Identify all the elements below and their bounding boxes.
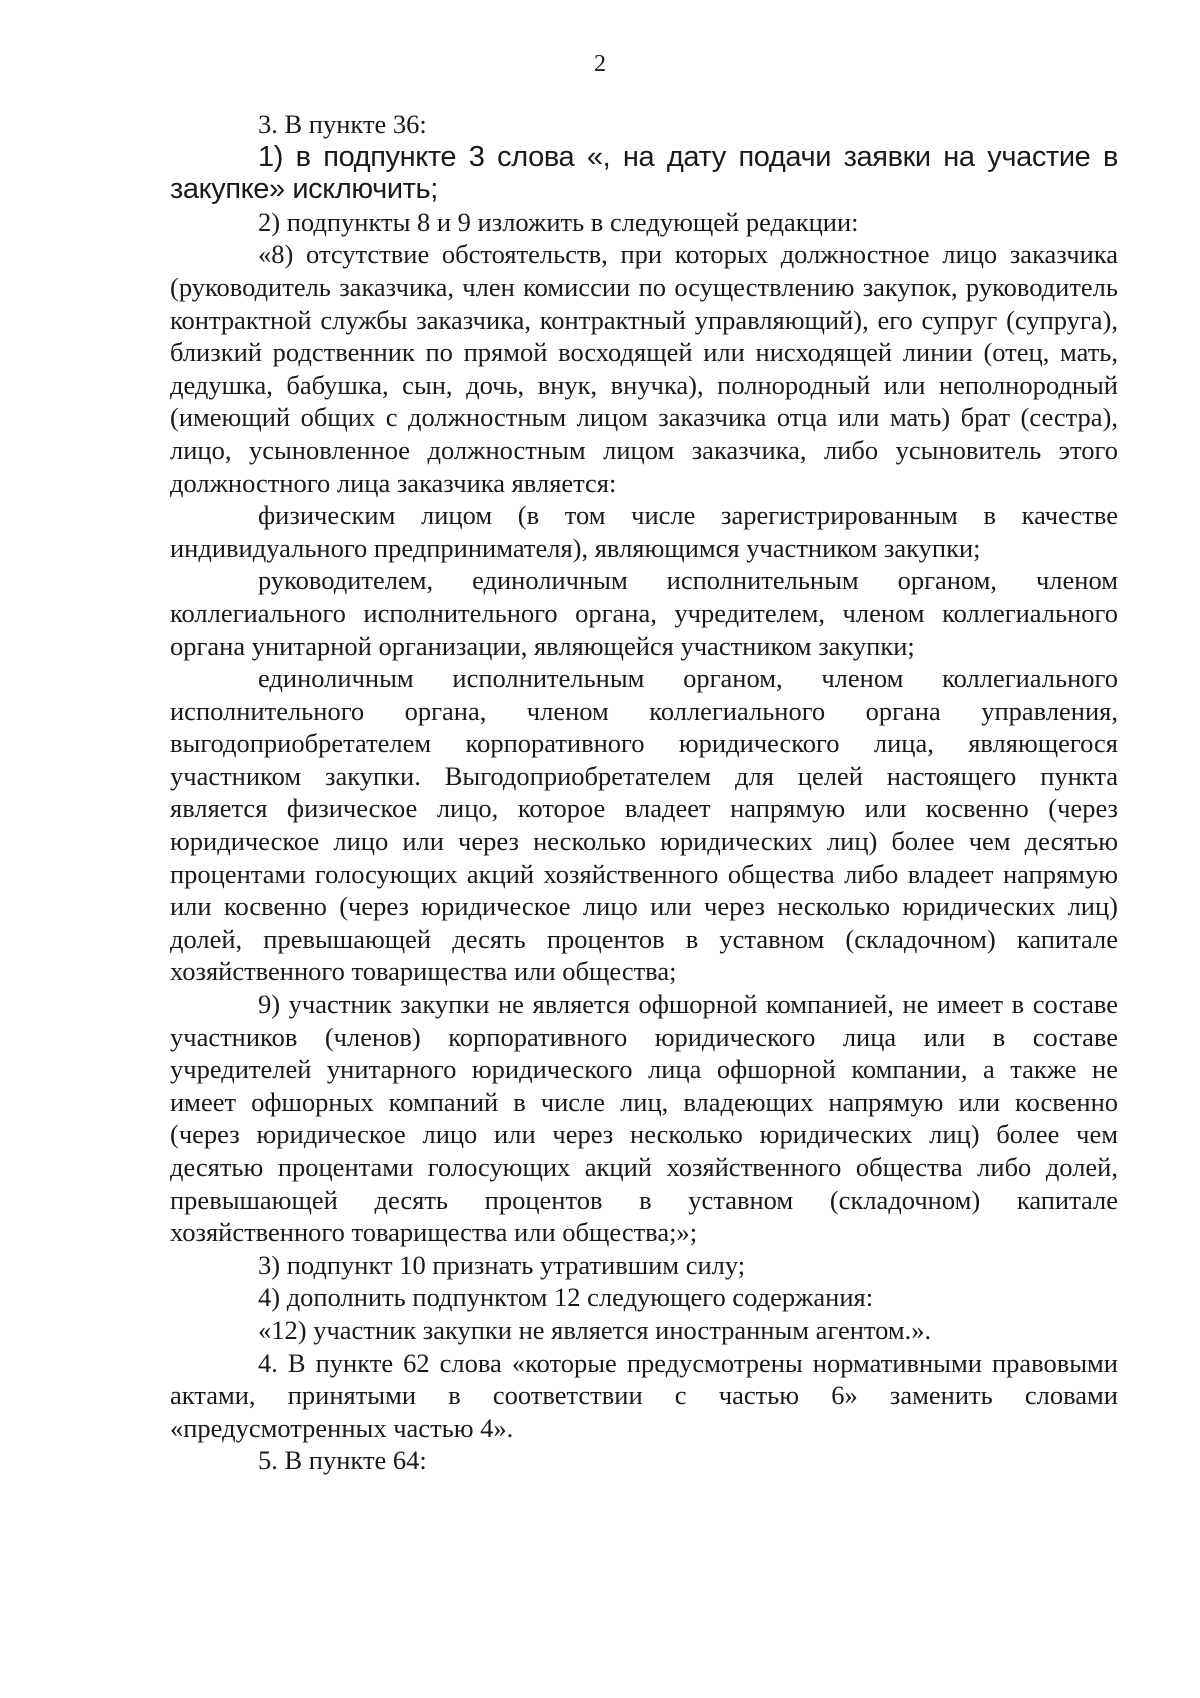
- paragraph-manager: руководителем, единоличным исполнительным органом, членом коллегиального исполнительного органа, учредителем, членом коллегиального органа унитарной организации, являющейся участником закупки;: [170, 565, 1118, 661]
- paragraph-subitem-2: 2) подпункты 8 и 9 изложить в следующей редакции:: [258, 206, 859, 237]
- paragraph-natural-person: физическим лицом (в том числе зарегистрированным в качестве индивидуального предпринимателя), являющимся участником закупки;: [170, 500, 1118, 563]
- paragraph-item-4: 4. В пункте 62 слова «которые предусмотрены нормативными правовыми актами, принятыми в соответствии с частью 6» заменить словами «предусмотренных частью 4».: [170, 1347, 1118, 1443]
- paragraph-subitem-1: 1) в подпункте 3 слова «, на дату подачи заявки на участие в закупке» исключить;: [170, 140, 1118, 206]
- paragraph-subitem-12: «12) участник закупки не является иностранным агентом.».: [258, 1314, 932, 1345]
- paragraph-subitem-4: 4) дополнить подпунктом 12 следующего содержания:: [258, 1282, 874, 1313]
- paragraph-subitem-9: 9) участник закупки не является офшорной компанией, не имеет в составе участников (членов) корпоративного юридического лица или в составе учредителей унитарного юридического лица офшорной компании, а также не имеет офшорных компаний в числе лиц, владеющих напрямую или косвенно (через юридическое лицо или через несколько юридических лиц) более чем десятью процентами голосующих акций хозяйственного общества либо долей, превышающей десять процентов в уставном (складочном) капитале хозяйственного товарищества или общества;»;: [170, 989, 1118, 1248]
- paragraph-item-5-heading: 5. В пункте 64:: [258, 1445, 427, 1476]
- paragraph-subitem-3: 3) подпункт 10 признать утратившим силу;: [258, 1249, 746, 1280]
- paragraph-beneficiary: единоличным исполнительным органом, членом коллегиального исполнительного органа, членом коллегиального органа управления, выгодоприобретателем корпоративного юридического лица, являющегося участником закупки. Выгодоприобретателем для целей настоящего пункта является физическое лицо, которое владеет напрямую или косвенно (через юридическое лицо или через несколько юридических лиц) более чем десятью процентами голосующих акций хозяйственного общества либо владеет напрямую или косвенно (через юридическое лицо или через несколько юридических лиц) долей, превышающей десять процентов в уставном (складочном) капитале хозяйственного товарищества или общества;: [170, 663, 1118, 987]
- page-number: 2: [594, 51, 606, 77]
- paragraph-item-3-heading: 3. В пункте 36:: [258, 109, 427, 139]
- paragraph-subitem-8: «8) отсутствие обстоятельств, при которых должностное лицо заказчика (руководитель заказчика, член комиссии по осуществлению закупок, руководитель контрактной службы заказчика, контрактный управляющий), его супруг (супруга), близкий родственник по прямой восходящей или нисходящей линии (отец, мать, дедушка, бабушка, сын, дочь, внук, внучка), полнородный или неполнородный (имеющий общих с должностным лицом заказчика отца или мать) брат (сестра), лицо, усыновленное должностным лицом заказчика, либо усыновитель этого должностного лица заказчика является:: [170, 239, 1118, 498]
- document-body: [170, 108, 1118, 1477]
